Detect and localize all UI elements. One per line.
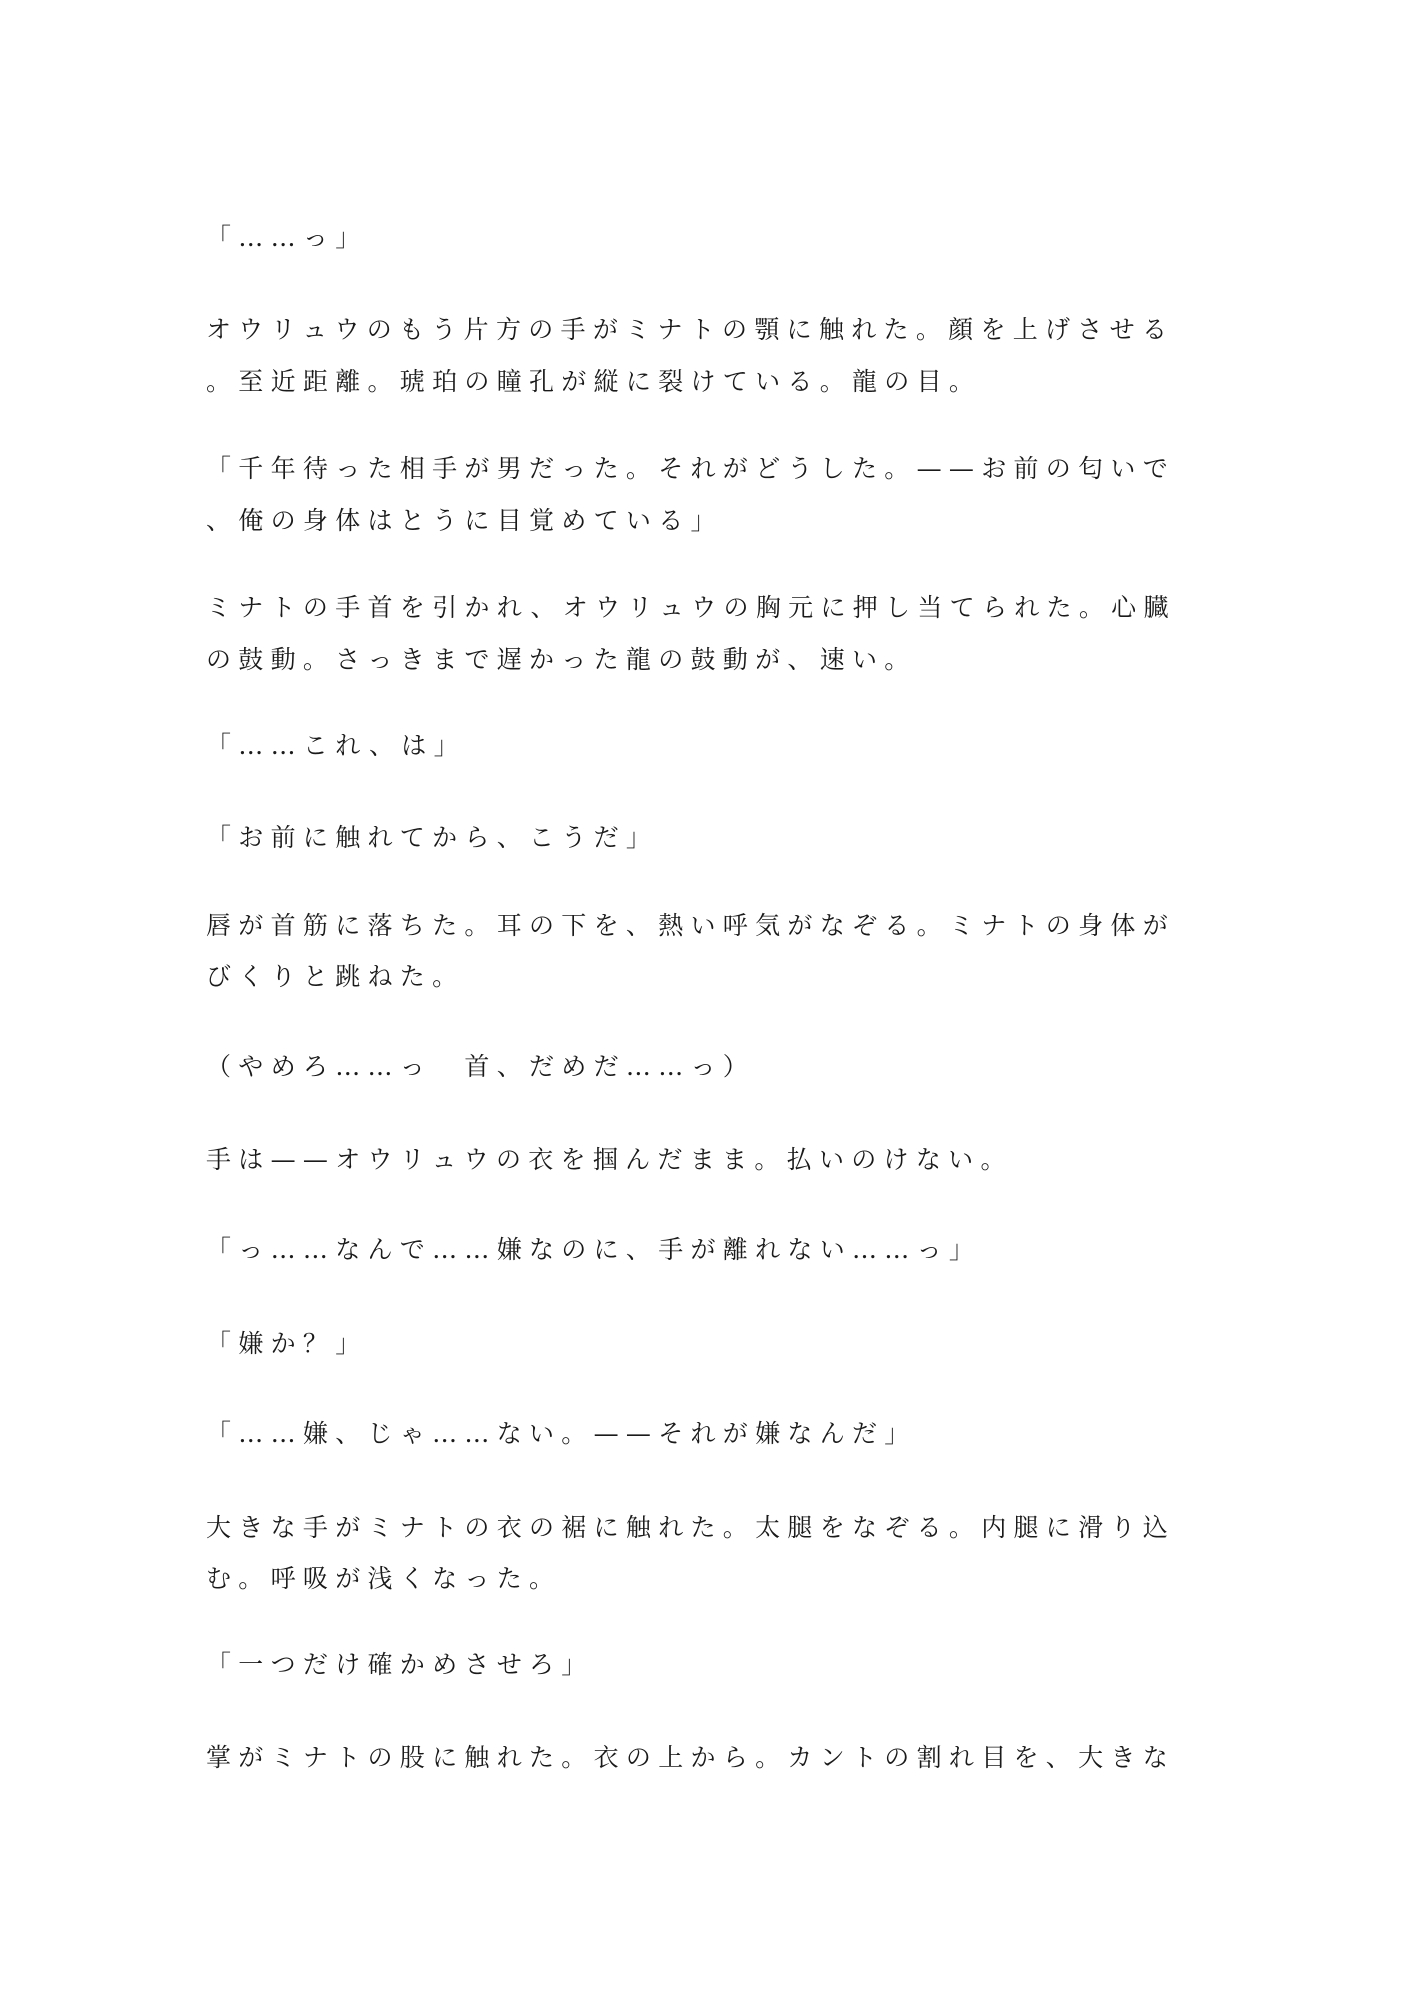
text-line: 掌がミナトの股に触れた。衣の上から。カントの割れ目を、大きな [206, 1743, 1176, 1772]
text-line: オウリュウのもう片方の手がミナトの顎に触れた。顔を上げさせる [206, 315, 1175, 344]
text-line: 「……嫌、じゃ……ない。——それが嫌なんだ」 [206, 1419, 917, 1448]
text-line: 「嫌か？」 [206, 1329, 368, 1358]
text-line: む。呼吸が浅くなった。 [206, 1564, 562, 1593]
text-line: の鼓動。さっきまで遅かった龍の鼓動が、速い。 [206, 645, 917, 674]
text-line: 「……これ、は」 [206, 731, 466, 760]
text-line: 唇が首筋に落ちた。耳の下を、熱い呼気がなぞる。ミナトの身体が [206, 911, 1176, 940]
text-line: 「……っ」 [206, 223, 368, 252]
text-line: 「千年待った相手が男だった。それがどうした。——お前の匂いで [206, 454, 1176, 483]
text-line: 「っ……なんで……嫌なのに、手が離れない……っ」 [206, 1235, 982, 1264]
text-line: ミナトの手首を引かれ、オウリュウの胸元に押し当てられた。心臓 [206, 593, 1176, 622]
text-line: 、俺の身体はとうに目覚めている」 [206, 506, 723, 535]
text-line: びくりと跳ねた。 [206, 962, 465, 991]
text-line: 「お前に触れてから、こうだ」 [206, 823, 659, 852]
text-line: 手は——オウリュウの衣を掴んだまま。払いのけない。 [206, 1145, 1013, 1174]
text-line: 大きな手がミナトの衣の裾に触れた。太腿をなぞる。内腿に滑り込 [206, 1513, 1176, 1542]
text-line: 「一つだけ確かめさせろ」 [206, 1650, 594, 1679]
text-line: （やめろ……っ 首、だめだ……っ） [206, 1052, 756, 1081]
text-line: 。至近距離。琥珀の瞳孔が縦に裂けている。龍の目。 [206, 367, 982, 396]
